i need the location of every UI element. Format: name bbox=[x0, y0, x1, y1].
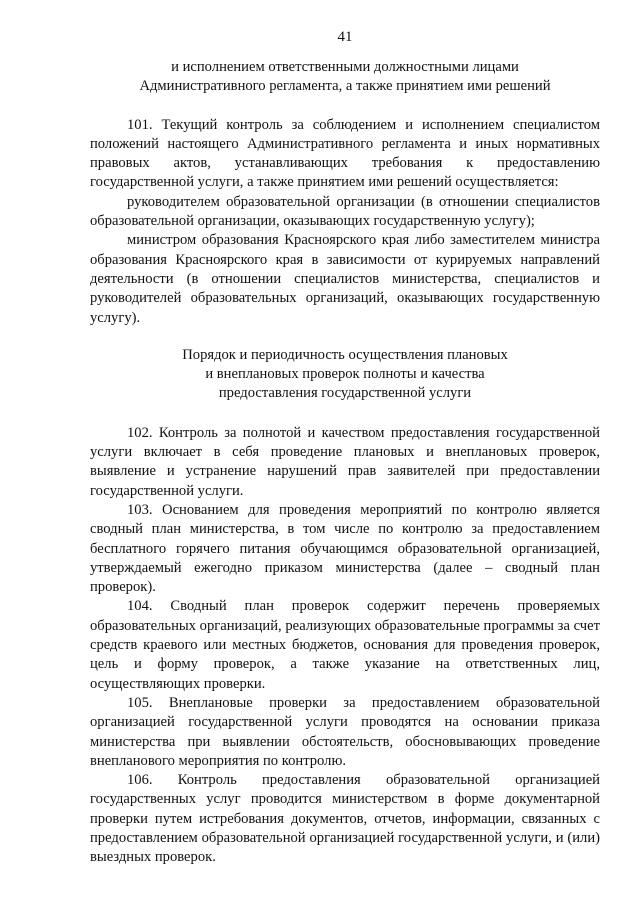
heading-line: Порядок и периодичность осуществления плановых bbox=[182, 346, 508, 363]
paragraph-101-item-2: министром образования Красноярского края либо заместителем министра образования Красноярского края в зависимости от курируемых направлений деятельности (в отношении специалистов министерства, специалистов и руководителей образовательных организаций, оказывающих государственную услугу). bbox=[90, 232, 600, 326]
heading-line: и исполнением ответственными должностными лицами bbox=[171, 59, 519, 75]
paragraph-106: 106. Контроль предоставления образовательной организацией государственных услуг проводится министерством в форме документарной проверки путем истребования документов, отчетов, информации, связанных с предоставлением образовательной организацией государственной услуги, и (или) выездных проверок. bbox=[90, 772, 600, 866]
paragraph-104: 104. Сводный план проверок содержит перечень проверяемых образовательных организаций, реализующих образовательные программы за счет средств краевого или местных бюджетов, основания для проведения проверок, цель и форму проверок, а также указание на ответственных лиц, осуществляющих проверки. bbox=[90, 598, 600, 692]
paragraph-105: 105. Внеплановые проверки за предоставлением образовательной организацией государственной услуги проводятся на основании приказа министерства при выявлении обстоятельств, обосновывающих проведение внепланового мероприятия по контролю. bbox=[90, 694, 600, 769]
heading-line: Административного регламента, а также принятием ими решений bbox=[139, 78, 551, 95]
heading-line: и внеплановых проверок полноты и качества bbox=[205, 366, 485, 383]
document-page bbox=[90, 28, 600, 868]
section-heading-top bbox=[90, 58, 600, 97]
paragraph-103: 103. Основанием для проведения мероприятий по контролю является сводный план министерства, в том числе по контролю за предоставлением бесплатного горячего питания обучающимся образовательной организацией, утверждаемый ежегодно приказом министерства (далее – сводный план проверок). bbox=[90, 501, 600, 596]
page-number: 41 bbox=[337, 29, 353, 45]
section-heading-checks bbox=[90, 346, 600, 404]
heading-line: предоставления государственной услуги bbox=[218, 385, 472, 402]
paragraph-101: 101. Текущий контроль за соблюдением и исполнением специалистом положений настоящего Административного регламента и иных нормативных правовых актов, устанавливающих требования к предоставлению государственной услуги, а также принятием ими решений осуществляется: bbox=[90, 116, 600, 191]
paragraph-102: 102. Контроль за полнотой и качеством предоставления государственной услуги включает в себя проведение плановых и внеплановых проверок, выявление и устранение нарушений прав заявителей при предоставлении государственной услуги. bbox=[90, 424, 600, 499]
paragraph-101-item-1: руководителем образовательной организации (в отношении специалистов образовательной организации, оказывающих государственную услугу); bbox=[90, 193, 600, 230]
